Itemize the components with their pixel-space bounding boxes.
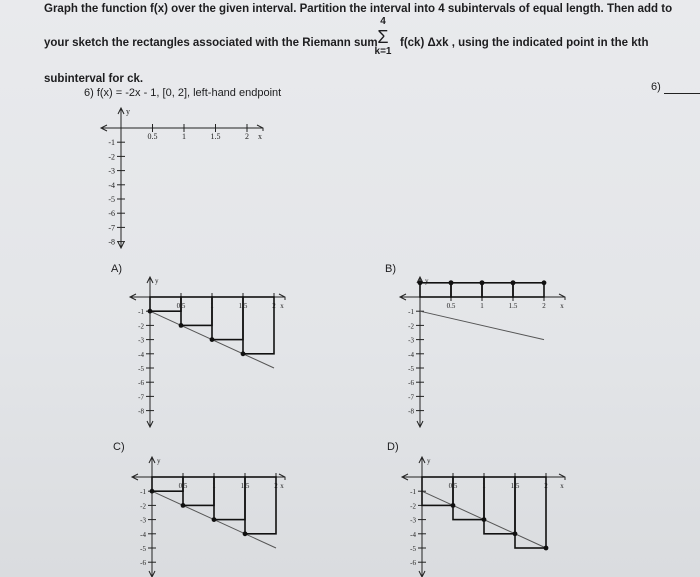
y-tick-label: -6 [140,559,146,568]
x-tick-label: 1.5 [210,132,221,141]
x-tick-label: 1.5 [240,482,250,490]
y-tick-label: -8 [138,407,144,416]
y-tick-label: -8 [408,407,414,416]
y-tick-label: -7 [138,393,144,402]
endpoint-dot [181,503,186,508]
option-b-label[interactable]: B) [385,263,396,275]
y-tick-label: -1 [410,488,416,497]
y-tick-label: -3 [410,516,416,525]
instructions-line-1: Graph the function f(x) over the given interval. Partition the interval into 4 subintervals of equal length. Then add to [44,3,673,15]
answer-number: 6) [651,81,661,93]
y-tick-label: -2 [138,322,144,331]
problem-statement: 6) f(x) = -2x - 1, [0, 2], left-hand endpoint [84,87,282,99]
y-tick-label: -4 [108,180,115,190]
endpoint-dot [544,546,549,551]
sigma-icon: Σ [377,27,389,47]
endpoint-dot [148,309,153,314]
y-axis-label: y [126,107,130,116]
endpoint-dot [150,489,155,494]
y-axis-label: y [427,457,431,465]
endpoint-dot [480,280,485,285]
function-graph-line [420,311,544,339]
endpoint-dot [179,323,184,328]
x-tick-label: 0.5 [176,302,186,310]
y-tick-label: -3 [408,336,414,345]
y-tick-label: -2 [410,502,416,511]
y-tick-label: -5 [408,365,414,373]
option-d-label[interactable]: D) [387,441,399,453]
x-tick-label: 1.5 [508,302,518,310]
y-tick-label: -1 [140,488,146,497]
y-axis-label: y [155,277,159,285]
x-axis-label: x [258,132,262,141]
x-axis-label: x [560,482,564,490]
x-tick-label: 2 [272,302,276,310]
x-tick-label: 0.5 [147,132,158,141]
y-tick-label: -7 [408,393,414,402]
x-axis-label: x [280,302,284,310]
x-tick-label: 1.5 [238,302,248,310]
x-tick-label: 1 [182,132,186,141]
option-c-graph [132,457,285,577]
sum-upper-limit: 4 [380,16,386,27]
x-tick-label: 1 [210,302,214,310]
y-axis-label: y [425,277,429,285]
y-tick-label: -4 [408,350,414,359]
x-tick-label: 1 [480,302,484,310]
y-tick-label: -1 [108,138,115,148]
y-tick-label: -2 [408,322,414,331]
prompt-axes [101,107,263,248]
riemann-rectangle [515,477,546,548]
x-axis-label: x [560,302,564,310]
x-tick-label: 1 [482,482,486,490]
riemann-rectangle [482,283,513,297]
x-tick-label: 0.5 [446,302,456,310]
x-tick-label: 0.5 [178,482,188,490]
endpoint-dot [542,280,547,285]
y-tick-label: -8 [108,237,115,247]
y-tick-label: -6 [408,379,414,388]
endpoint-dot [449,280,454,285]
riemann-rectangle [513,283,544,297]
endpoint-dot [210,337,215,342]
y-tick-label: -2 [140,502,146,511]
x-tick-label: 0.5 [448,482,458,490]
y-tick-label: -6 [108,209,115,219]
endpoint-dot [212,517,217,522]
endpoint-dot [511,280,516,285]
x-tick-label: 2 [542,302,546,310]
riemann-rectangle [453,477,484,520]
y-tick-label: -2 [108,152,115,162]
endpoint-dot [243,531,248,536]
sum-lower-limit: k=1 [374,46,392,57]
y-tick-label: -1 [138,308,144,317]
endpoint-dot [418,280,423,285]
option-a-graph [130,277,285,427]
y-tick-label: -4 [140,530,146,539]
x-tick-label: 2 [245,132,249,141]
y-tick-label: -5 [410,545,416,553]
instructions-line-2-suffix: f(ck) Δxk , using the indicated point in the kth [400,37,649,49]
y-tick-label: -5 [108,195,115,204]
x-axis-label: x [280,482,284,490]
y-tick-label: -7 [108,223,115,233]
riemann-rectangle [183,477,214,505]
endpoint-dot [241,351,246,356]
y-tick-label: -3 [138,336,144,345]
option-b-graph [400,277,565,427]
y-tick-label: -6 [138,379,144,388]
instructions-line-3: subinterval for ck. [44,73,144,85]
riemann-rectangle [243,297,274,354]
instructions-line-2-prefix: your sketch the rectangles associated with the Riemann sum [44,37,378,49]
y-tick-label: -6 [410,559,416,568]
riemann-rectangle [181,297,212,325]
y-tick-label: -3 [140,516,146,525]
x-tick-label: 2 [544,482,548,490]
y-tick-label: -3 [108,166,115,176]
option-a-label[interactable]: A) [111,263,122,275]
y-tick-label: -1 [408,308,414,317]
riemann-rectangle [245,477,276,534]
y-tick-label: -4 [410,530,416,539]
y-tick-label: -5 [140,545,146,553]
option-d-graph [402,457,565,577]
option-c-label[interactable]: C) [113,441,125,453]
y-tick-label: -4 [138,350,144,359]
x-tick-label: 1 [212,482,216,490]
riemann-rectangle [451,283,482,297]
x-tick-label: 1.5 [510,482,520,490]
y-tick-label: -5 [138,365,144,373]
x-tick-label: 2 [274,482,278,490]
y-axis-label: y [157,457,161,465]
